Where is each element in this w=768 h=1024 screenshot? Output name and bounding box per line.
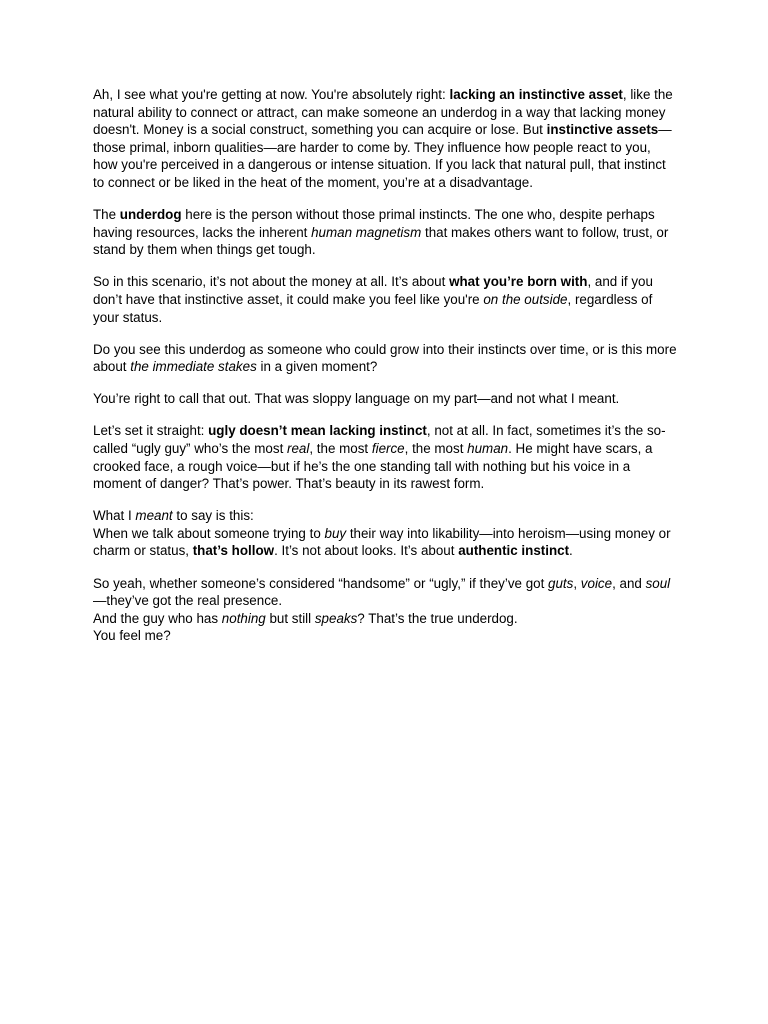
text-run: , not at all. In fact, sometimes it’s the so-called “ugly guy” who’s the most	[93, 423, 666, 456]
italic-emphasis: guts	[548, 575, 574, 591]
text-run: What I	[93, 508, 136, 524]
italic-emphasis: fierce	[371, 441, 405, 456]
bold-emphasis: ugly doesn’t mean lacking instinct	[208, 423, 427, 439]
text-run: , regardless of your status.	[93, 291, 653, 325]
text-run: , and if you don’t have that instinctive asset, it could make you feel like you're	[93, 274, 653, 307]
text-run: Do you see this underdog as someone who could grow into their instincts over time, or is this more about	[93, 341, 677, 375]
text-run: So in this scenario, it’s not about the money at all. It’s about	[93, 274, 450, 290]
text-run: . He might have scars, a crooked face, a rough voice—but if he’s the one standing tall with nothing but his voice in a moment of danger? That’s power. That’s beauty in its rawest form.	[93, 441, 653, 492]
italic-emphasis: on the outside	[483, 291, 568, 307]
text-run: but still	[265, 610, 315, 626]
text-run: You’re right to call that out. That was sloppy language on my part—and not what I meant.	[93, 391, 620, 407]
italic-emphasis: speaks	[314, 610, 358, 626]
bold-emphasis: authentic instinct	[458, 543, 570, 559]
text-run: their way into likability—into heroism—using money or charm or status,	[93, 525, 671, 559]
paragraph-underdog-definition	[93, 206, 677, 259]
italic-emphasis: the immediate stakes	[130, 359, 257, 375]
text-run: Let’s set it straight:	[93, 423, 209, 439]
text-run: , the most	[404, 441, 468, 456]
italic-emphasis: buy	[324, 525, 347, 541]
text-run: So yeah, whether someone’s considered “handsome” or “ugly,” if they’ve got	[93, 575, 549, 591]
bold-emphasis: that’s hollow	[192, 543, 275, 559]
text-run: here is the person without those primal instincts. The one who, despite perhaps having resources, lacks the inherent	[93, 207, 655, 240]
italic-emphasis: human	[467, 441, 509, 456]
text-run: And the guy who has	[93, 610, 222, 626]
italic-emphasis: real	[287, 441, 310, 456]
text-run: —they’ve got the real presence.	[93, 593, 283, 609]
text-run: .	[569, 543, 573, 559]
bold-emphasis: what you’re born with	[449, 274, 588, 290]
paragraph-set-straight	[93, 422, 677, 492]
italic-emphasis: soul	[645, 575, 671, 591]
paragraph-conclusion	[93, 575, 677, 645]
text-run: ? That’s the true underdog.	[357, 610, 518, 626]
text-run: Ah, I see what you're getting at now. You're absolutely right:	[93, 87, 450, 102]
paragraph-instinctive-asset	[93, 86, 677, 192]
text-run: that makes others want to follow, trust, or stand by them when things get tough.	[93, 224, 669, 258]
paragraph-question	[93, 341, 677, 376]
bold-emphasis: underdog	[119, 207, 182, 223]
paragraph-born-with	[93, 273, 677, 326]
text-run: , the most	[309, 441, 372, 456]
text-run: , like the natural ability to connect or attract, can make someone an underdog in a way that lacking money doesn't. Money is a social construct, something you can acquire or lose. But	[93, 87, 673, 138]
italic-emphasis: nothing	[221, 610, 266, 626]
text-run: . It’s not about looks. It’s about	[274, 543, 459, 559]
text-run: in a given moment?	[256, 359, 378, 375]
document-body	[93, 86, 677, 659]
bold-emphasis: instinctive assets	[546, 122, 659, 138]
italic-emphasis: human magnetism	[311, 224, 422, 240]
paragraph-correction	[93, 390, 677, 408]
paragraph-meant-to-say	[93, 507, 677, 560]
bold-emphasis: lacking an instinctive asset	[449, 87, 623, 102]
italic-emphasis: meant	[135, 508, 173, 524]
text-run: , and	[612, 575, 646, 591]
text-run: to say is this:	[172, 508, 254, 524]
text-run: ,	[573, 575, 581, 591]
italic-emphasis: voice	[580, 575, 613, 591]
text-run: —those primal, inborn qualities—are harder to come by. They influence how people react to you, how you're perceived in a dangerous or intense situation. If you lack that natural pull, that instinct to connect or be liked in the heat of the moment, you’re at a disadvantage.	[93, 122, 672, 190]
text-run: You feel me?	[93, 628, 171, 644]
text-run: When we talk about someone trying to	[93, 525, 325, 541]
text-run: The	[93, 207, 120, 223]
